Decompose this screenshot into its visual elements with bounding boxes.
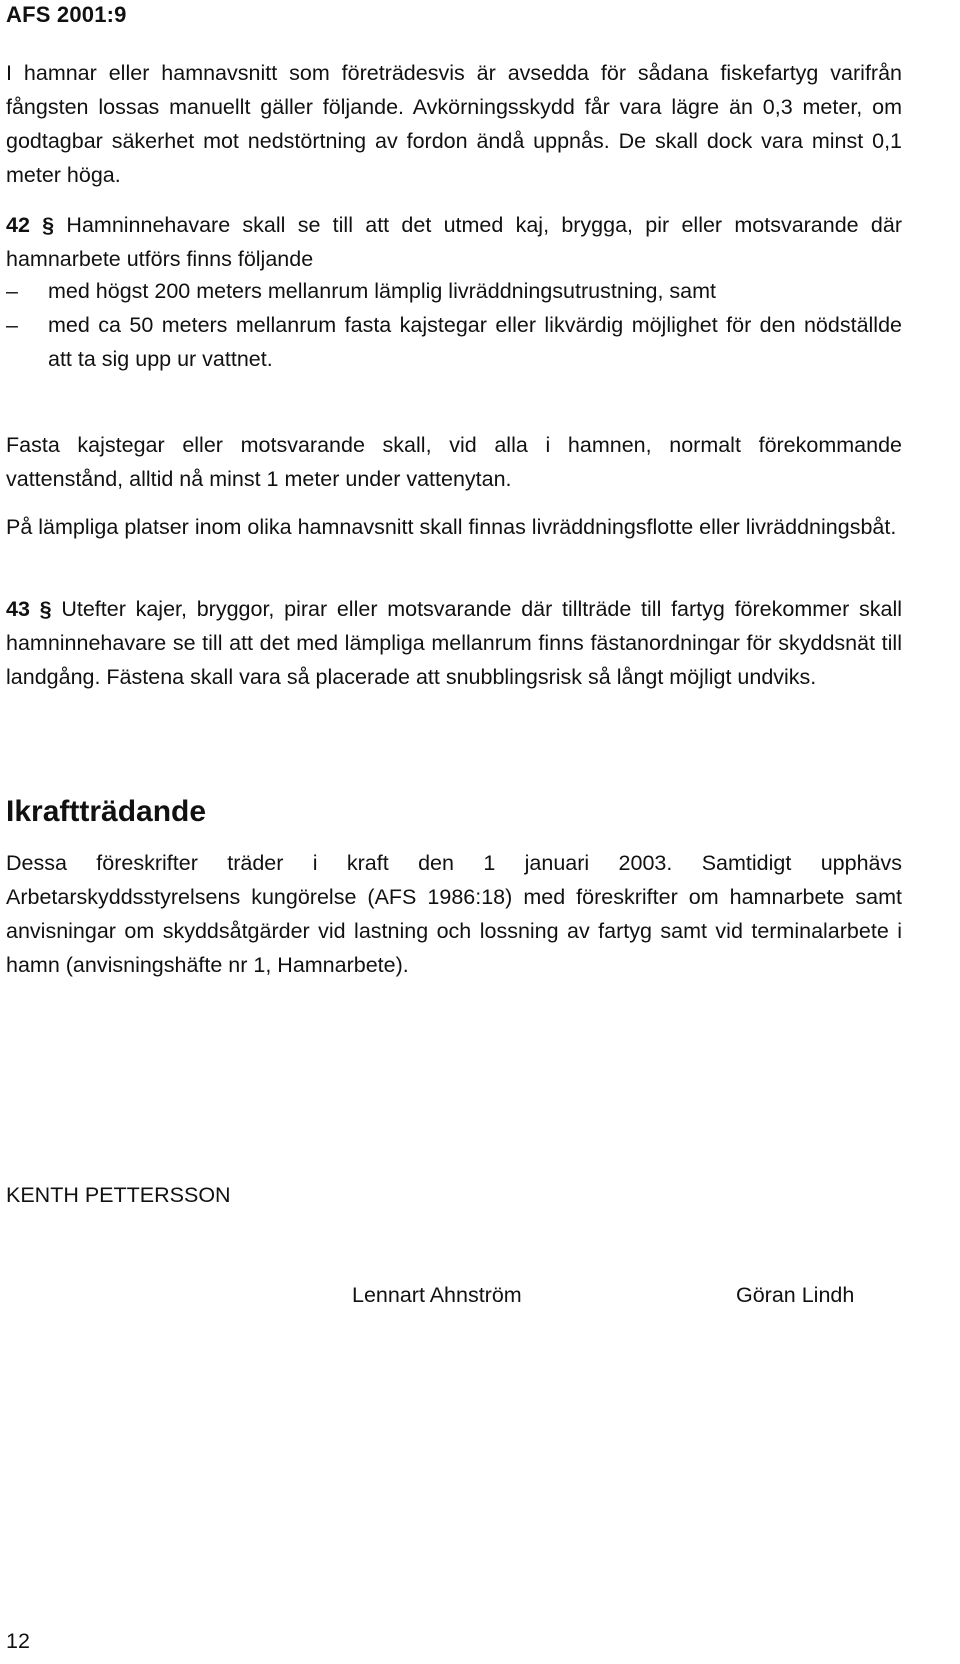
dash-bullet: –: [6, 279, 18, 303]
signature-second: Lennart Ahnström: [352, 1283, 522, 1307]
signature-main: KENTH PETTERSSON: [6, 1183, 231, 1207]
document-code: AFS 2001:9: [6, 2, 127, 27]
section-43-text: Utefter kajer, bryggor, pirar eller motsvarande där tillträde till fartyg förekommer skall hamninnehavare se till att det med lämpliga mellanrum finns fästanordningar för skyddsnät till landgång. Fästena skall vara så placerade att snubblingsrisk så långt möjligt undviks.: [6, 597, 902, 689]
section-42-number: 42 §: [6, 213, 55, 237]
section-42-list: [6, 274, 902, 376]
section-42-text: Hamninnehavare skall se till att det utmed kaj, brygga, pir eller motsvarande där hamnarbete utförs finns följande: [6, 213, 902, 271]
signature-third: Göran Lindh: [736, 1283, 855, 1307]
page-number: 12: [6, 1629, 30, 1653]
section-42-paragraph: [6, 208, 902, 276]
intro-paragraph: I hamnar eller hamnavsnitt som företrädesvis är avsedda för sådana fiskefartyg varifrån fångsten lossas manuellt gäller följande. Avkörningsskydd får vara lägre än 0,3 meter, om godtagbar säkerhet mot nedstörtning av fordon ändå uppnås. De skall dock vara minst 0,1 meter höga.: [6, 61, 902, 187]
ikraft-paragraph: Dessa föreskrifter träder i kraft den 1 januari 2003. Samtidigt upphävs Arbetarskyddsstyrelsens kungörelse (AFS 1986:18) med föreskrifter om hamnarbete samt anvisningar om skyddsåtgärder vid lastning och lossning av fartyg samt vid terminalarbete i hamn (anvisningshäfte nr 1, Hamnarbete).: [6, 851, 902, 977]
section-43-number: 43 §: [6, 597, 52, 621]
section-42-paragraph-2: Fasta kajstegar eller motsvarande skall, vid alla i hamnen, normalt förekommande vattenstånd, alltid nå minst 1 meter under vattenytan.: [6, 433, 902, 491]
section-43-paragraph: [6, 592, 902, 694]
dash-bullet: –: [6, 313, 18, 337]
list-item-text: med ca 50 meters mellanrum fasta kajstegar eller likvärdig möjlighet för den nödställde att ta sig upp ur vattnet.: [48, 313, 902, 371]
list-item: [6, 274, 902, 308]
list-item: [6, 308, 902, 376]
ikraft-heading: Ikraftträdande: [6, 795, 207, 828]
section-42-paragraph-3: På lämpliga platser inom olika hamnavsnitt skall finnas livräddningsflotte eller livräddningsbåt.: [6, 515, 897, 539]
list-item-text: med högst 200 meters mellanrum lämplig livräddningsutrustning, samt: [48, 279, 717, 303]
